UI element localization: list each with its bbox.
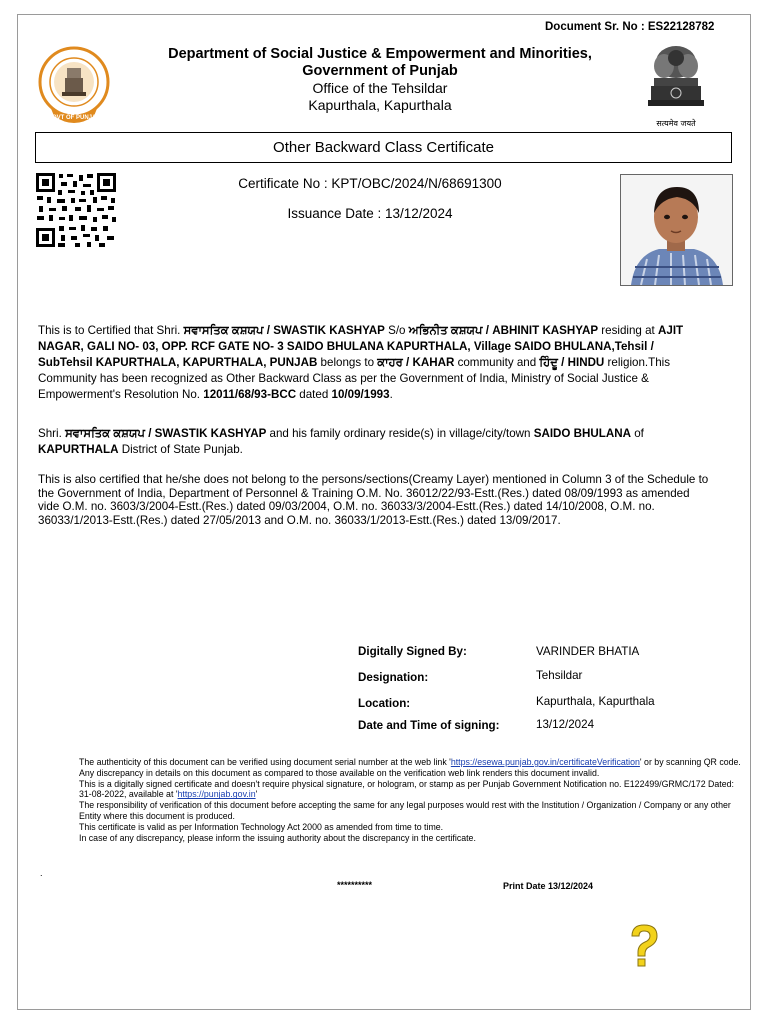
certificate-title: Other Backward Class Certificate	[35, 132, 732, 163]
applicant-address: AJIT NAGAR, GALI NO- 03, OPP. RCF GATE NO- 3 SAIDO BHULANA KAPURTHALA, Village SAIDO BHULANA,Tehsil / SubTehsil KAPURTHALA, KAPURTHALA, PUNJAB	[38, 324, 684, 369]
community: ਕਾਹਰ / KAHAR	[377, 356, 455, 369]
verification-link[interactable]: https://esewa.punjab.gov.in/certificateVerification	[450, 757, 640, 767]
note-authenticity: The authenticity of this document can be verified using document serial number at the web link 'https://esewa.punjab.gov.in/certificateVerification' or by scanning QR code. Any discrepancy in details on this document as compared to those available on the verification web link renders this document invalid.	[79, 757, 741, 778]
seal-text: GOVT OF PUNJAB	[47, 115, 101, 121]
header-block	[120, 46, 640, 114]
national-emblem-icon	[634, 42, 718, 134]
qr-code-icon[interactable]	[35, 172, 117, 248]
department-name: Department of Social Justice & Empowerment and Minorities,	[168, 46, 592, 62]
emblem-motto: सत्यमेव जयते	[656, 119, 696, 128]
office-name: Office of the Tehsildar	[312, 80, 448, 96]
father-name: ਅਭਿਨੀਤ ਕਸ਼ਯਪ / ABHINIT KASHYAP	[408, 324, 599, 337]
document-serial: Document Sr. No : ES22128782	[545, 21, 715, 33]
resident-name: ਸਵਾਸਤਿਕ ਕਸ਼ਯਪ / SWASTIK KASHYAP	[65, 427, 267, 440]
location-label: Location:	[358, 697, 411, 710]
footer-stars: **********	[337, 880, 373, 890]
resident-district: KAPURTHALA	[38, 443, 119, 456]
certification-paragraph: This is to Certified that Shri. ਸਵਾਸਤਿਕ ਕਸ਼ਯਪ / SWASTIK KASHYAP S/o ਅਭਿਨੀਤ ਕਸ਼ਯਪ / ABHINIT KASHYAP residing at AJIT NAGAR, GALI NO- 03, OPP. RCF GATE NO- 3 SAIDO BHULANA KAPURTHALA, Village SAIDO BHULANA,Tehsil / SubTehsil KAPURTHALA, KAPURTHALA, PUNJAB belongs to ਕਾਹਰ / KAHAR community and ਹਿੰਦੂ / HINDU religion.This Community has been recognized as Other Backward Class as per the Government of India, Ministry of Social Justice & Empowerment's Resolution No. 12011/68/93-BCC dated 10/09/1993.	[38, 324, 684, 401]
question-mark-icon[interactable]	[624, 922, 664, 970]
signed-by-value: VARINDER BHATIA	[536, 645, 640, 658]
note-responsibility: The responsibility of verification of this document before accepting the same for any legal purposes would rest with the Institution / Organization / Company or any other Entity where this document is produced.	[79, 800, 731, 821]
designation-value: Tehsildar	[536, 669, 583, 682]
note-validity: This certificate is valid as per Information Technology Act 2000 as amended from time to time.	[79, 821, 444, 832]
print-date: Print Date 13/12/2024	[503, 881, 594, 891]
signing-datetime-value: 13/12/2024	[536, 718, 595, 731]
office-location: Kapurthala, Kapurthala	[308, 97, 452, 113]
signed-by-label: Digitally Signed By:	[358, 645, 467, 658]
certificate-number: Certificate No : KPT/OBC/2024/N/68691300	[238, 176, 502, 191]
residence-paragraph: Shri. ਸਵਾਸਤਿਕ ਕਸ਼ਯਪ / SWASTIK KASHYAP and his family ordinary reside(s) in village/city/town SAIDO BHULANA of KAPURTHALA District of State Punjab.	[38, 427, 644, 456]
government-name: Government of Punjab	[302, 63, 458, 79]
footer-dot: .	[40, 868, 43, 878]
resident-town: SAIDO BHULANA	[533, 427, 631, 440]
applicant-photo	[620, 174, 733, 286]
issuance-date: Issuance Date : 13/12/2024	[287, 206, 453, 221]
resolution-date: 10/09/1993	[331, 388, 390, 401]
religion: ਹਿੰਦੂ / HINDU	[539, 356, 605, 369]
note-discrepancy: In case of any discrepancy, please inform the issuing authority about the discrepancy in the certificate.	[79, 832, 476, 843]
signing-datetime-label: Date and Time of signing:	[358, 719, 500, 732]
verification-notes	[79, 757, 744, 843]
creamy-layer-paragraph: This is also certified that he/she does not belong to the persons/sections(Creamy Layer) mentioned in Column 3 of the Schedule to the Government of India, Department of Personnel & Training O.M. No. 36012/22/93-Estt.(Res.) dated 08/09/1993 as amended vide O.M. no. 3603/3/2004-Estt.(Res.) dated 09/03/2004, O.M. no. 36033/3/2004-Estt.(Res.) dated 14/10/2008, O.M. no. 36033/1/2013-Estt.(Res.) dated 27/05/2013 and O.M. no. 36033/1/2013-Estt.(Res.) dated 13/09/2017.	[38, 473, 709, 527]
note-digital-signature: This is a digitally signed certificate and doesn't require physical signature, or hologram, or stamp as per Punjab Government Notification no. E122499/GRMC/172 Dated: 31-08-2022, available at 'https://punjab.gov.in'	[79, 778, 734, 800]
location-value: Kapurthala, Kapurthala	[536, 695, 655, 708]
resolution-number: 12011/68/93-BCC	[203, 388, 297, 401]
punjab-govt-seal-icon	[36, 42, 112, 130]
punjab-gov-link[interactable]: https://punjab.gov.in	[177, 789, 256, 800]
applicant-name: ਸਵਾਸਤਿਕ ਕਸ਼ਯਪ / SWASTIK KASHYAP	[183, 324, 385, 337]
designation-label: Designation:	[358, 671, 429, 684]
